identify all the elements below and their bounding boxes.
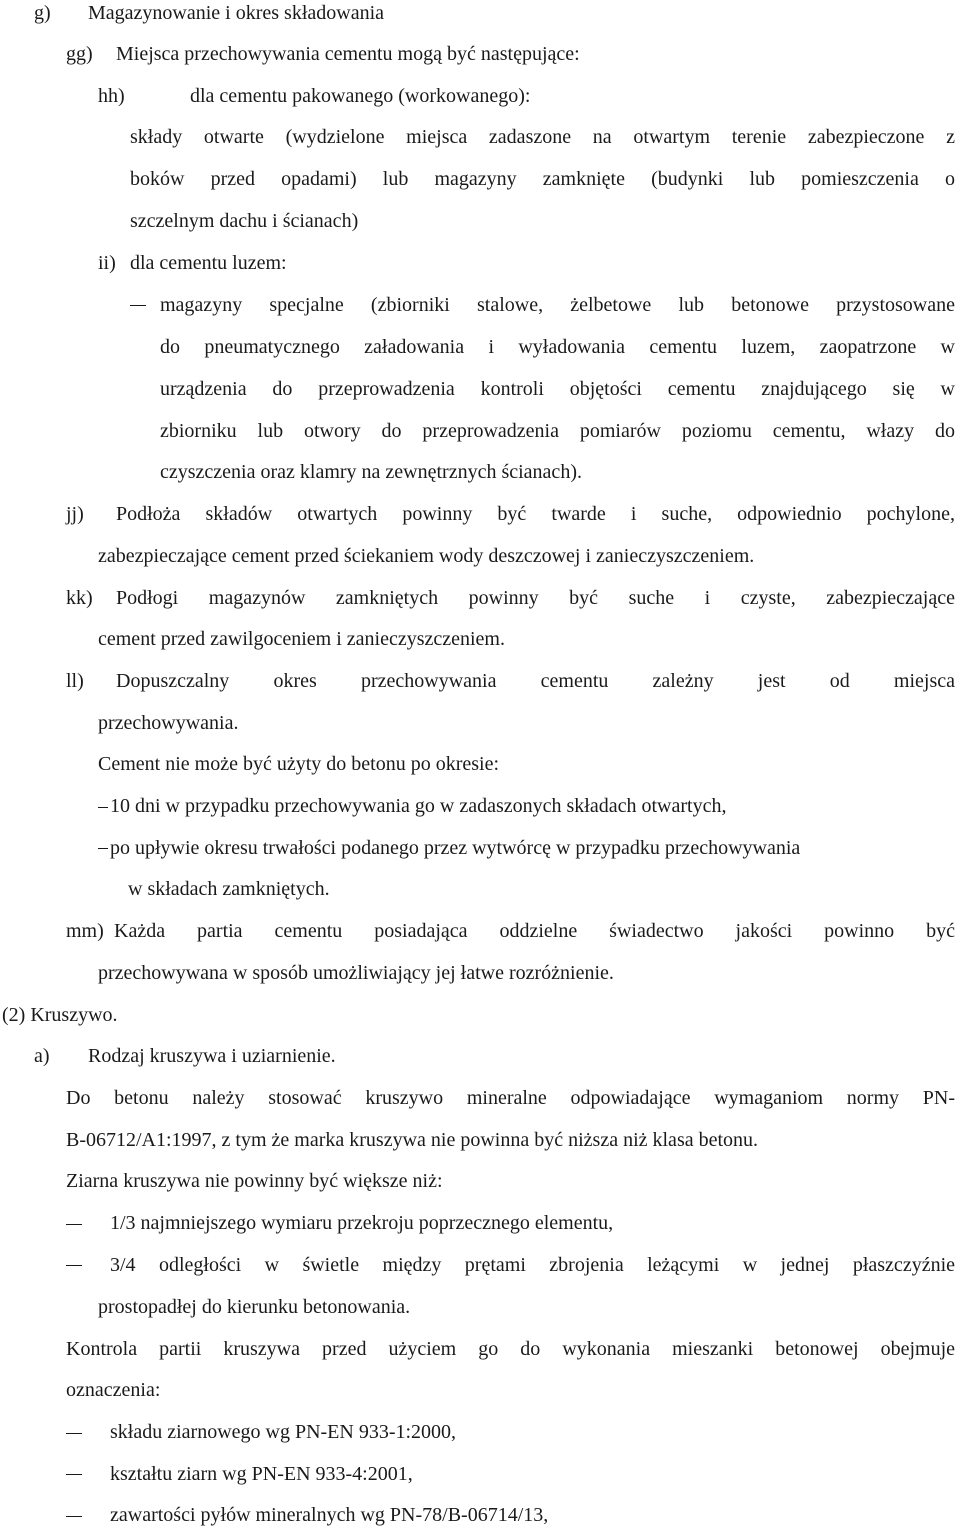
- kontrola-bullet-dash-1: [66, 1433, 82, 1434]
- mm-line-2: przechowywana w sposób umożliwiający jej łatwe rozróżnienie.: [98, 962, 614, 984]
- ii-bullet-line-4: zbiorniku lub otwory do przeprowadzenia pomiarów poziomu cementu, włazy do: [160, 420, 955, 442]
- ii-bullet-line-5: czyszczenia oraz klamry na zewnętrznych ścianach).: [160, 461, 582, 483]
- kontrola-line-2: oznaczenia:: [66, 1379, 161, 1401]
- kontrola-line-1: Kontrola partii kruszywa przed użyciem go do wykonania mieszanki betonowej obejmuje: [66, 1338, 955, 1360]
- ziarna-bullet-1: 1/3 najmniejszego wymiaru przekroju poprzecznego elementu,: [110, 1212, 614, 1234]
- kontrola-bullet-dash-2: [66, 1474, 82, 1475]
- section-ll-label: ll): [66, 670, 84, 692]
- ziarna-intro: Ziarna kruszywa nie powinny być większe niż:: [66, 1170, 443, 1192]
- kruszywo-para1-line-1: Do betonu należy stosować kruszywo mineralne odpowiadające wymaganiom normy PN-: [66, 1087, 955, 1109]
- ll-line-2: przechowywania.: [98, 712, 239, 734]
- kruszywo-a-title: Rodzaj kruszywa i uziarnienie.: [88, 1045, 336, 1067]
- jj-line-1: Podłoża składów otwartych powinny być twarde i suche, odpowiednio pochylone,: [116, 503, 955, 525]
- ii-bullet-line-2: do pneumatycznego załadowania i wyładowania cementu luzem, zaopatrzone w: [160, 336, 955, 358]
- mm-line-1: Każda partia cementu posiadająca oddzielne świadectwo jakości powinno być: [114, 920, 955, 942]
- ll-line-1: Dopuszczalny okres przechowywania cementu zależny jest od miejsca: [116, 670, 955, 692]
- ll-intro: Cement nie może być użyty do betonu po okresie:: [98, 753, 500, 775]
- ll-bullet-dash-2: [98, 848, 108, 849]
- ll-bullet-dash-1: [98, 807, 108, 808]
- kk-line-1: Podłogi magazynów zamkniętych powinny być suche i czyste, zabezpieczające: [116, 587, 955, 609]
- section-g-label: g): [34, 2, 51, 24]
- ii-bullet-line-3: urządzenia do przeprowadzenia kontroli objętości cementu znajdującego się w: [160, 378, 955, 400]
- kontrola-bullet-1: składu ziarnowego wg PN-EN 933-1:2000,: [110, 1421, 457, 1443]
- hh-body-line-3: szczelnym dachu i ścianach): [130, 210, 359, 232]
- kontrola-bullet-dash-3: [66, 1516, 82, 1517]
- kk-line-2: cement przed zawilgoceniem i zanieczyszczeniem.: [98, 628, 505, 650]
- section-mm-label: mm): [66, 920, 104, 942]
- hh-body-line-1: składy otwarte (wydzielone miejsca zadaszone na otwartym terenie zabezpieczone z: [130, 126, 955, 148]
- ziarna-bullet-dash-2: [66, 1265, 82, 1266]
- section-ii-text: dla cementu luzem:: [130, 252, 287, 274]
- jj-line-2: zabezpieczające cement przed ściekaniem wody deszczowej i zanieczyszczeniem.: [98, 545, 755, 567]
- section-hh-text: dla cementu pakowanego (workowanego):: [190, 85, 531, 107]
- ii-bullet-dash: [130, 305, 146, 306]
- section-hh-label: hh): [98, 85, 125, 107]
- ziarna-bullet-dash-1: [66, 1224, 82, 1225]
- section-ii-label: ii): [98, 252, 116, 274]
- kontrola-bullet-2: kształtu ziarn wg PN-EN 933-4:2001,: [110, 1463, 413, 1485]
- ii-bullet-line-1: magazyny specjalne (zbiorniki stalowe, żelbetowe lub betonowe przystosowane: [160, 294, 955, 316]
- kontrola-bullet-3: zawartości pyłów mineralnych wg PN-78/B-06714/13,: [110, 1504, 549, 1526]
- ll-bullet-2: po upływie okresu trwałości podanego przez wytwórcę w przypadku przechowywania: [110, 837, 801, 859]
- ll-bullet-1: 10 dni w przypadku przechowywania go w zadaszonych składach otwartych,: [110, 795, 727, 817]
- ll-bullet-2-cont: w składach zamkniętych.: [128, 878, 330, 900]
- kruszywo-a-label: a): [34, 1045, 50, 1067]
- hh-body-line-2: boków przed opadami) lub magazyny zamknięte (budynki lub pomieszczenia o: [130, 168, 955, 190]
- kruszywo-heading: (2) Kruszywo.: [2, 1004, 118, 1026]
- section-gg-text: Miejsca przechowywania cementu mogą być następujące:: [116, 43, 580, 65]
- ziarna-bullet-2: 3/4 odległości w świetle między prętami zbrojenia leżącymi w jednej płaszczyźnie: [110, 1254, 955, 1276]
- ziarna-bullet-2-cont: prostopadłej do kierunku betonowania.: [98, 1296, 411, 1318]
- section-g-title: Magazynowanie i okres składowania: [88, 2, 385, 24]
- section-jj-label: jj): [66, 503, 84, 525]
- section-kk-label: kk): [66, 587, 93, 609]
- section-gg-label: gg): [66, 43, 93, 65]
- kruszywo-para1-line-2: B-06712/A1:1997, z tym że marka kruszywa nie powinna być niższa niż klasa betonu.: [66, 1129, 759, 1151]
